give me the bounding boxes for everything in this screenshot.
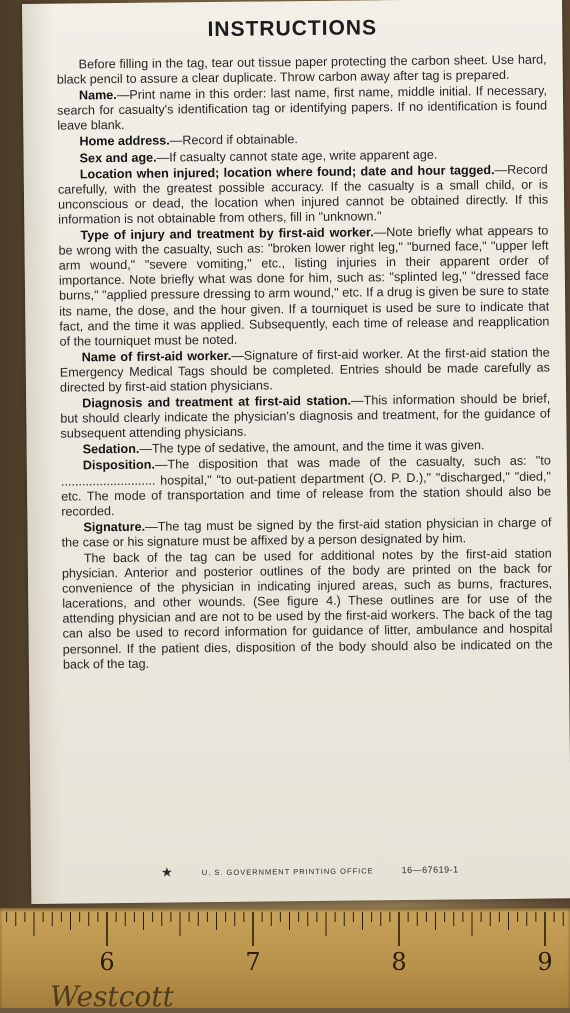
- paragraph-text: —Note briefly what appears to be wrong with the casualty, such as: "broken lower right leg," "burned face," "upper left arm wound," "severe vomiting," etc., listing injuries in their apparent order of importance. Note briefly what was done for him, such as: "splinted leg," "dressed face burns," "applied pressure dressing to arm wound," etc. If a drug is given be sure to state its name, the dose, and the hour given. If a tourniquet is used be sure to indicate that fact, and the time it was applied. Subsequently, each time of release and reapplication of the tourniquet must be noted.: [58, 223, 550, 349]
- form-code: 16—67619-1: [401, 864, 459, 876]
- paragraph-heading: Sedation.: [82, 442, 140, 457]
- star-icon: ★: [161, 864, 174, 880]
- instructions-body: [57, 53, 553, 674]
- paragraph-heading: Sex and age.: [79, 150, 157, 165]
- instruction-paragraph: [58, 162, 549, 228]
- paragraph-text: Before filling in the tag, tear out tissue paper protecting the carbon sheet. Use hard, black pencil to assure a clear duplicate. Throw carbon away after tag is prepared.: [56, 52, 547, 87]
- paragraph-heading: Name.: [78, 88, 117, 103]
- ruler-number: 7: [245, 948, 261, 976]
- instruction-paragraph: [58, 224, 549, 350]
- paragraph-heading: Home address.: [79, 133, 170, 149]
- card-title: INSTRUCTIONS: [207, 16, 378, 42]
- paragraph-heading: Disposition.: [82, 458, 155, 473]
- paragraph-text: —Record carefully, with the greatest possible accuracy. If the casualty is a small child, or is unconscious or dead, the location when injured cannot be obtained directly. If this information is not obtainable from others, fill in "unknown.": [57, 162, 549, 227]
- instruction-paragraph: [61, 515, 551, 550]
- instruction-paragraph: [61, 454, 552, 520]
- ruler-number: 6: [99, 948, 115, 976]
- instruction-paragraph: [60, 392, 550, 442]
- paragraph-heading: Diagnosis and treatment at first-aid station.: [82, 393, 352, 411]
- instruction-paragraph: [57, 84, 547, 134]
- paragraph-text: —The tag must be signed by the first-aid station physician in charge of the case or his signature must be affixed by a person designated by him.: [61, 515, 552, 550]
- ruler-number: 9: [537, 948, 553, 976]
- paragraph-text: —Record if obtainable.: [169, 132, 298, 148]
- paragraph-text: —If casualty cannot state age, write apparent age.: [156, 147, 438, 165]
- paragraph-heading: Location when injured; location where found; date and hour tagged.: [79, 162, 495, 182]
- paragraph-heading: Name of first-aid worker.: [81, 348, 232, 365]
- paragraph-text: —The disposition that was made of the casualty, such as: "to ........................... hospital," "to out-patient department (O. P. D.)," "discharged," "died," etc. The mode of transportation and time of release from the station should also be recorded.: [60, 453, 552, 519]
- paragraph-heading: Type of injury and treatment by first-aid worker.: [80, 225, 374, 243]
- ruler-brand: Westcott: [50, 980, 174, 1013]
- paragraph-text: —Signature of first-aid worker. At the first-aid station the Emergency Medical Tags should be completed. Entries should be made carefully as directed by first-aid station physicians.: [59, 345, 550, 395]
- card-footer: [161, 861, 551, 881]
- instruction-paragraph: [60, 345, 550, 395]
- printer-credit: U. S. GOVERNMENT PRINTING OFFICE: [201, 865, 374, 877]
- instruction-paragraph: [62, 546, 553, 672]
- ruler: [0, 908, 570, 1013]
- paragraph-text: The back of the tag can be used for additional notes by the first-aid station physician. Anterior and posterior outlines of the body are printed on the back for convenience of the physician in indicating injured areas, such as burns, fractures, lacerations, and other wounds. (See figure 4.) These outlines are for use of the attending physician and are not to be used by the first-aid workers. The back of the tag can also be used to record information for guidance of litter, ambulance and hospital personnel. If the patient dies, disposition of the body should also be indicated on the back of the tag.: [61, 546, 553, 672]
- paragraph-text: —Print name in this order: last name, first name, middle initial. If necessary, search for casualty's identification tag or identifying papers. If no identification is found leave blank.: [57, 83, 548, 134]
- paragraph-text: —The type of sedative, the amount, and the time it was given.: [139, 438, 485, 457]
- paragraph-heading: Signature.: [83, 519, 146, 535]
- ruler-number: 8: [391, 948, 407, 976]
- instruction-paragraph: [57, 53, 547, 88]
- instruction-card: [22, 0, 570, 904]
- paragraph-text: —This information should be brief, but should clearly indicate the physician's diagnosis and treatment, for the guidance of subsequent attending physicians.: [60, 391, 551, 441]
